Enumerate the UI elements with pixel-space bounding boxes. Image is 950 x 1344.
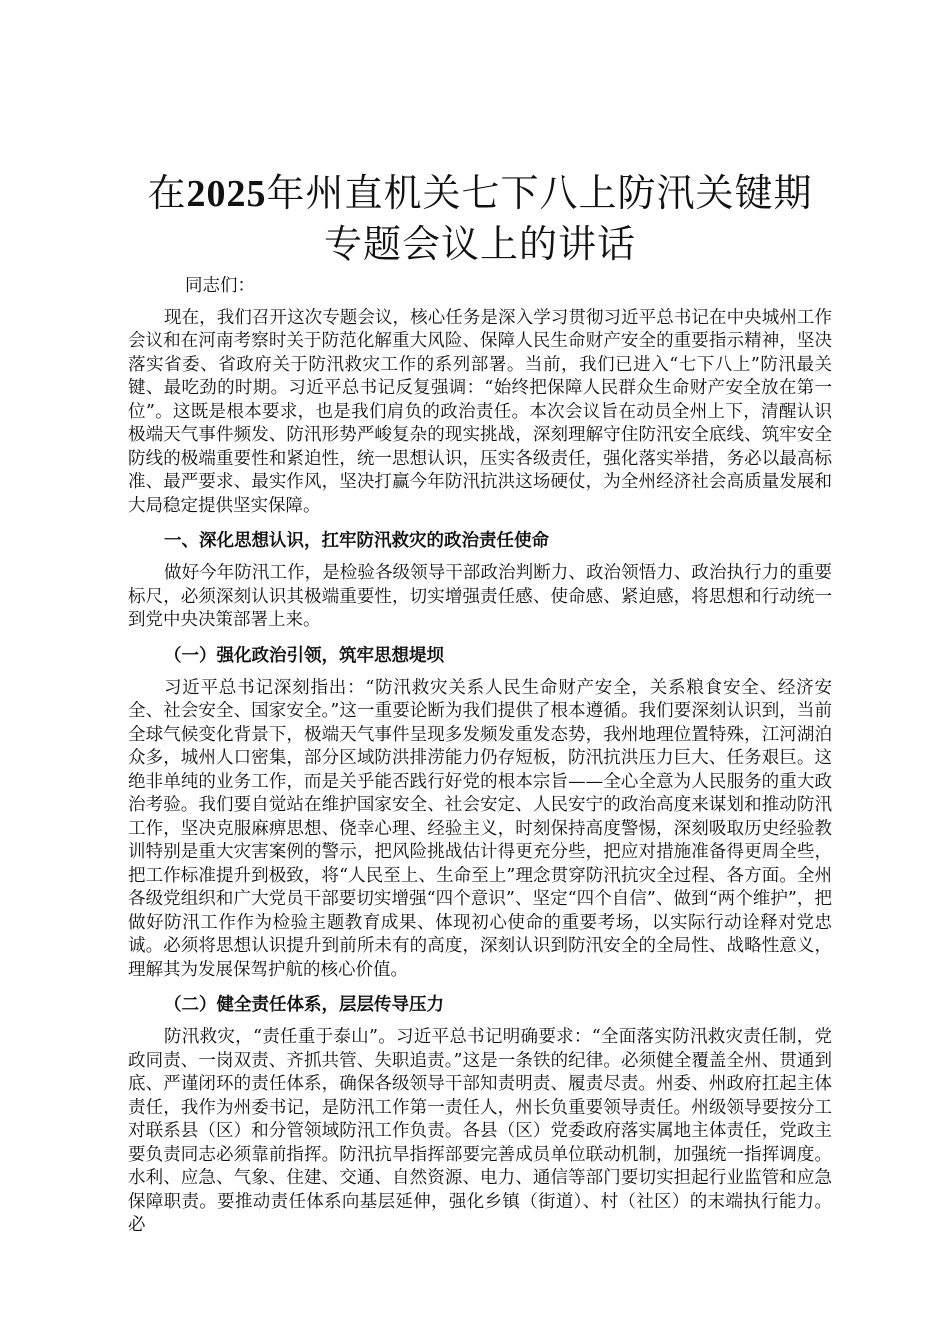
subsection-2-paragraph: 防汛救灾，“责任重于泰山”。习近平总书记明确要求：“全面落实防汛救灾责任制，党政同责、一岗双责、齐抓共管、失职追责。”这是一条铁的纪律。必须健全覆盖全州、贯通到底、严谨闭环的责任体系，确保各级领导干部知责明责、履责尽责。州委、州政府扛起主体责任，我作为州委书记，是防汛工作第一责任人，州长负重要领导责任。州级领导要按分工对联系县（区）和分管领域防汛工作负责。各县（区）党委政府落实属地主体责任，党政主要负责同志必须靠前指挥。防汛抗旱指挥部要完善成员单位联动机制，加强统一指挥调度。水利、应急、气象、住建、交通、自然资源、电力、通信等部门要切实担起行业监管和应急保障职责。要推动责任体系向基层延伸，强化乡镇（街道）、村（社区）的末端执行能力。必 [128, 1027, 832, 1235]
greeting: 同志们： [185, 276, 255, 296]
title-year: 2025 [186, 173, 267, 215]
title-suffix: 年州直机关七下八上防汛关键期专题会议上的讲话 [266, 171, 813, 266]
subsection-1-paragraph: 习近平总书记深刻指出：“防汛救灾关系人民生命财产安全，关系粮食安全、经济安全、社会安全、国家安全。”这一重要论断为我们提供了根本遵循。我们要深刻认识到，当前全球气候变化背景下，极端天气事件呈现多发频发重发态势，我州地理位置特殊，江河湖泊众多，城州人口密集，部分区域防洪排涝能力仍存短板，防汛抗洪压力巨大、任务艰巨。这绝非单纯的业务工作，而是关乎能否践行好党的根本宗旨——全心全意为人民服务的重大政治考验。我们要自觉站在维护国家安全、社会安定、人民安宁的政治高度来谋划和推动防汛工作，坚决克服麻痹思想、侥幸心理、经验主义，时刻保持高度警惕，深刻吸取历史经验教训特别是重大灾害案例的警示，把风险挑战估计得更充分些，把应对措施准备得更周全些，把工作标准提升到极致，将“人民至上、生命至上”理念贯穿防汛抗灾全过程、各方面。全州各级党组织和广大党员干部要切实增强“四个意识”、坚定“四个自信”、做到“两个维护”，把做好防汛工作作为检验主题教育成果、体现初心使命的重要考场，以实际行动诠释对党忠诚。必须将思想认识提升到前所未有的高度，深刻认识到防汛安全的全局性、战略性意义，理解其为发展保驾护航的核心价值。 [128, 677, 832, 980]
subsection-heading-2: （二）健全责任体系，层层传导压力 [164, 995, 444, 1015]
intro-paragraph: 现在，我们召开这次专题会议，核心任务是深入学习贯彻习近平总书记在中央城州工作会议和在河南考察时关于防范化解重大风险、保障人民生命财产安全的重要指示精神，坚决落实省委、省政府关于防汛救灾工作的系列部署。当前，我们已进入“七下八上”防汛最关键、最吃劲的时期。习近平总书记反复强调：“始终把保障人民群众生命财产安全放在第一位”。这既是根本要求，也是我们肩负的政治责任。本次会议旨在动员全州上下，清醒认识极端天气事件频发、防汛形势严峻复杂的现实挑战，深刻理解守住防汛安全底线、筑牢安全防线的极端重要性和紧迫性，统一思想认识，压实各级责任，强化落实举措，务必以最高标准、最严要求、最实作风，坚决打赢今年防汛抗洪这场硬仗，为全州经济社会高质量发展和大局稳定提供坚实保障。 [128, 307, 832, 516]
title-prefix: 在 [147, 171, 187, 215]
section-heading-1: 一、深化思想认识，扛牢防汛救灾的政治责任使命 [164, 531, 549, 551]
section-1-intro-paragraph: 做好今年防汛工作，是检验各级领导干部政治判断力、政治领悟力、政治执行力的重要标尺，必须深刻认识其极端重要性，切实增强责任感、使命感、紧迫感，将思想和行动统一到党中央决策部署上来。 [128, 563, 832, 630]
document-title [128, 168, 832, 269]
document-page [128, 168, 832, 1238]
subsection-heading-1: （一）强化政治引领，筑牢思想堤坝 [164, 645, 444, 666]
